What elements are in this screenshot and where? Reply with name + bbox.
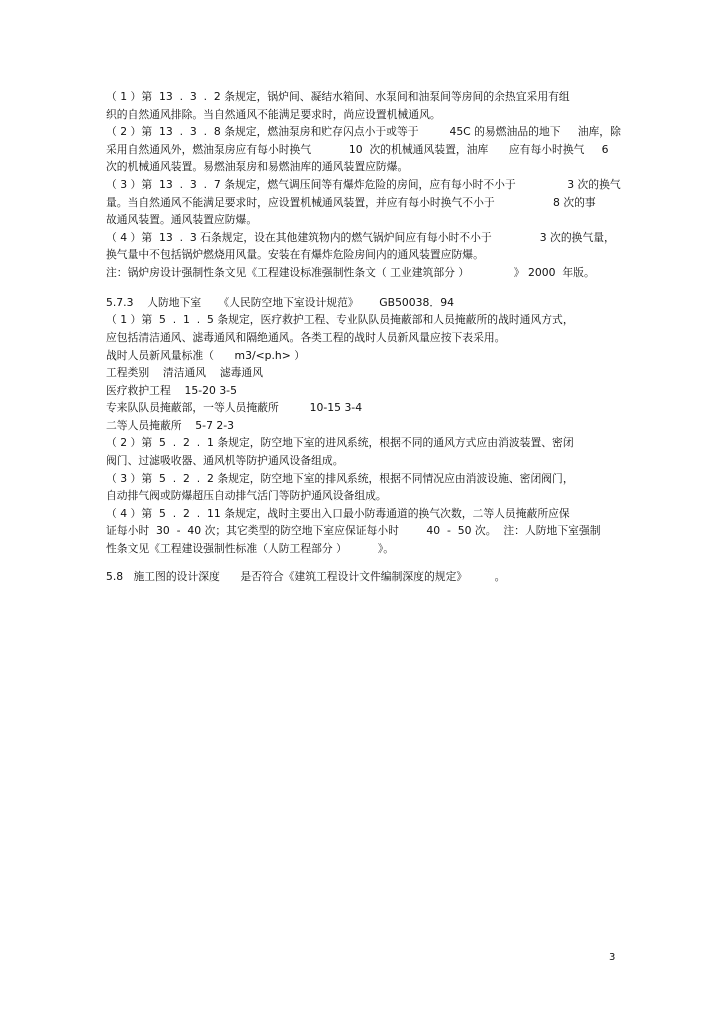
text-line: 阀门、过滤吸收器、通风机等防护通风设备组成。	[106, 454, 344, 468]
text-line: （ 1 ）第 5 . 1 . 5 条规定，医疗救护工程、专业队队员掩蔽部和人员掩蔽所的战时通风方式，	[106, 313, 574, 327]
text-line: 量。当自然通风不能满足要求时，应设置机械通风装置，并应有每小时换气不小于 8 次的事	[106, 195, 596, 209]
text-line: 自动排气阀或防爆超压自动排气活门等防护通风设备组成。	[106, 489, 387, 503]
section-heading: 5.8 施工图的设计深度 是否符合《建筑工程设计文件编制深度的规定》 。	[106, 570, 506, 584]
text-line: 注：锅炉房设计强制性条文见《工程建设标准强制性条文（ 工业建筑部分 ） 》 2000 年版。	[106, 265, 595, 279]
text-line: （ 3 ）第 5 . 2 . 2 条规定，防空地下室的排风系统，根据不同情况应由消波设施、密闭阀门，	[106, 471, 574, 485]
text-line: 织的自然通风排除。当自然通风不能满足要求时，尚应设置机械通风。	[106, 107, 441, 121]
section-heading: 5.7.3 人防地下室 《人民防空地下室设计规范》 GB50038．94	[106, 295, 454, 309]
document-body	[106, 88, 626, 586]
page-number: 3	[609, 952, 616, 963]
text-line: 证每小时 30 - 40 次；其它类型的防空地下室应保证每小时 40 - 50 次。 注：人防地下室强制	[106, 524, 601, 538]
text-line: 故通风装置。通风装置应防爆。	[106, 213, 258, 227]
paragraph-gap	[106, 558, 626, 569]
text-line: （ 4 ）第 13 . 3 石条规定，设在其他建筑物内的燃气锅炉间应有每小时不小于 3 次的换气量，	[106, 230, 615, 244]
text-line: 战时人员新风量标准（ m3/<p.h> ）	[106, 348, 306, 362]
text-line: （ 4 ）第 5 . 2 . 11 条规定，战时主要出入口最小防毒通道的换气次数，二等人员掩蔽所应保	[106, 506, 570, 520]
text-line: 采用自然通风外，燃油泵房应有每小时换气 10 次的机械通风装置，油库 应有每小时换气 6	[106, 142, 609, 156]
text-line: （ 2 ）第 13 . 3 . 8 条规定，燃油泵房和贮存闪点小于或等于 45C 的易燃油品的地下 油库，除	[106, 125, 621, 139]
text-line: （ 1 ）第 13 . 3 . 2 条规定，锅炉间、凝结水箱间、水泵间和油泵间等房间的余热宜采用有组	[106, 90, 570, 103]
text-line: 次的机械通风装置。易燃油泵房和易燃油库的通风装置应防爆。	[106, 160, 409, 174]
paragraph-gap	[106, 282, 626, 294]
table-row-line: 专来队队员掩蔽部，一等人员掩蔽所 10-15 3-4	[106, 401, 363, 415]
text-line: （ 2 ）第 5 . 2 . 1 条规定，防空地下室的进风系统，根据不同的通风方式应由消波装置、密闭	[106, 436, 574, 450]
text-line: 应包括清洁通风、滤毒通风和隔绝通风。各类工程的战时人员新风量应按下表采用。	[106, 330, 506, 344]
text-line: 换气量中不包括锅炉燃烧用风量。安装在有爆炸危险房间内的通风装置应防爆。	[106, 248, 484, 262]
table-row-line: 二等人员掩蔽所 5-7 2-3	[106, 418, 235, 432]
text-line: 性条文见《工程建设强制性标准（人防工程部分 ） 》。	[106, 542, 395, 556]
text-line: （ 3 ）第 13 . 3 . 7 条规定，燃气调压间等有爆炸危险的房间，应有每小时不小于 3 次的换气	[106, 177, 621, 191]
table-header-line: 工程类别 清洁通风 滤毒通风	[106, 366, 264, 380]
table-row-line: 医疗救护工程 15-20 3-5	[106, 383, 237, 397]
